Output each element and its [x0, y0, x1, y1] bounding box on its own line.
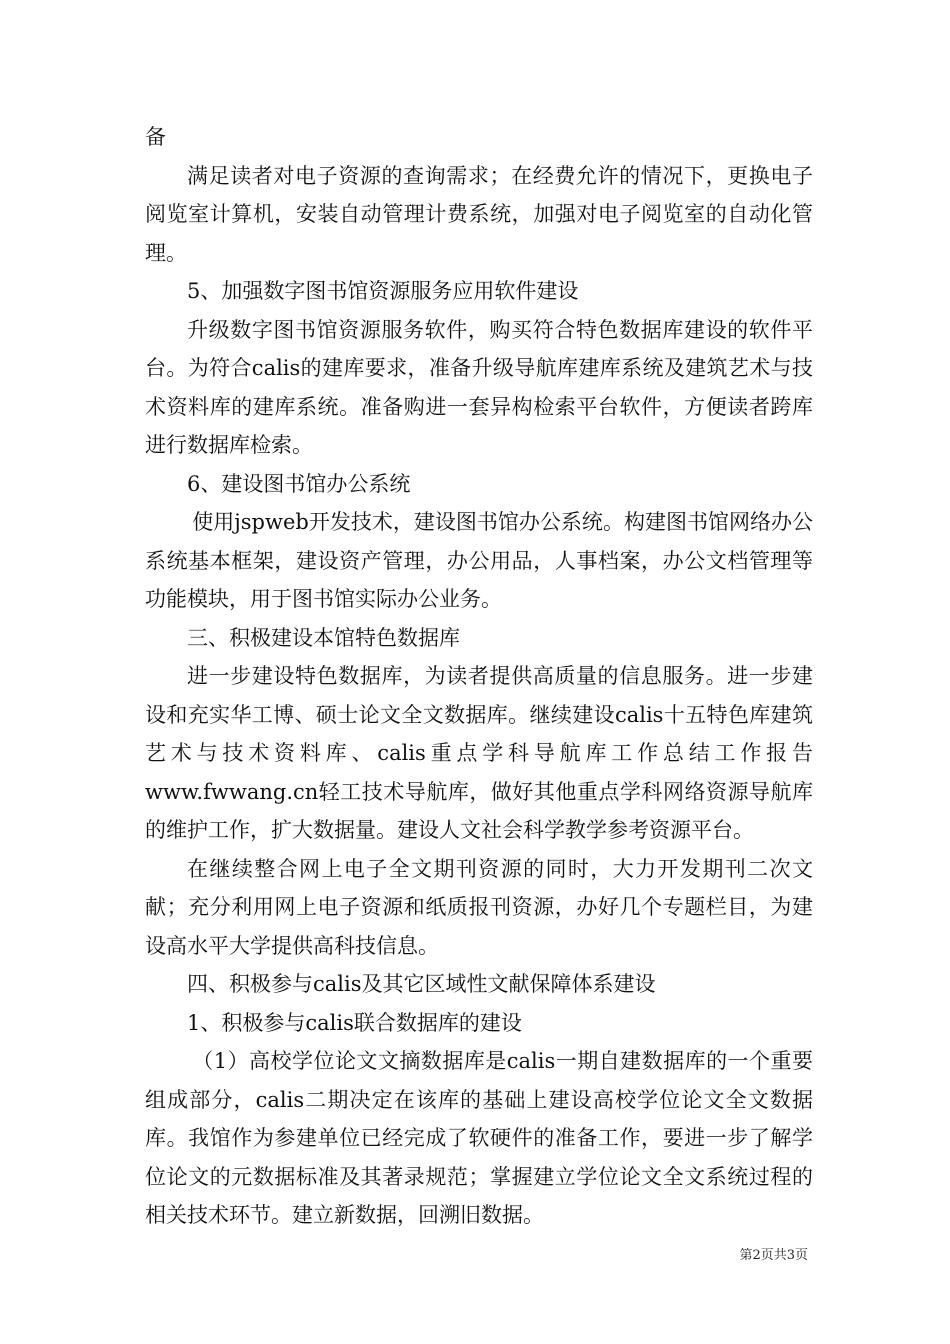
- paragraph-reader-needs: 满足读者对电子资源的查询需求；在经费允许的情况下，更换电子阅览室计算机，安装自动管理计费系统，加强对电子阅览室的自动化管理。: [145, 163, 813, 265]
- paragraph-office-system: 使用jspweb开发技术，建设图书馆办公系统。构建图书馆网络办公系统基本框架，建设资产管理，办公用品，人事档案，办公文档管理等功能模块，用于图书馆实际办公业务。: [145, 510, 813, 611]
- paragraph-special-database: 进一步建设特色数据库，为读者提供高质量的信息服务。进一步建设和充实华工博、硕士论文全文数据库。继续建设calis十五特色库建筑艺术与技术资料库、calis重点学科导航库工作总结工作报告www.fwwang.cn轻工技术导航库，做好其他重点学科网络资源导航库的维护工作，扩大数据量。建设人文社会科学教学参考资源平台。: [145, 664, 813, 842]
- heading-office-system: 6、建设图书馆办公系统: [187, 471, 411, 496]
- paragraph-continuation: 备: [145, 125, 166, 149]
- document-body: [145, 118, 813, 1235]
- heading-calis-union-database: 1、积极参与calis联合数据库的建设: [187, 1010, 522, 1035]
- paragraph-thesis-database: （1）高校学位论文文摘数据库是calis一期自建数据库的一个重要组成部分，calis二期决定在该库的基础上建设高校学位论文全文数据库。我馆作为参建单位已经完成了软硬件的准备工作，要进一步了解学位论文的元数据标准及其著录规范；掌握建立学位论文全文系统过程的相关技术环节。建立新数据，回溯旧数据。: [145, 1049, 813, 1227]
- page-number: 第2页共3页: [739, 1248, 808, 1263]
- heading-special-database: 三、积极建设本馆特色数据库: [187, 625, 460, 650]
- paragraph-journal-resources: 在继续整合网上电子全文期刊资源的同时，大力开发期刊二次文献；充分利用网上电子资源和纸质报刊资源，办好几个专题栏目，为建设高水平大学提供高科技信息。: [145, 856, 813, 958]
- heading-calis-participation: 四、积极参与calis及其它区域性文献保障体系建设: [187, 972, 656, 996]
- heading-software-construction: 5、加强数字图书馆资源服务应用软件建设: [187, 279, 579, 303]
- paragraph-software-upgrade: 升级数字图书馆资源服务软件，购买符合特色数据库建设的软件平台。为符合calis的建库要求，准备升级导航库建库系统及建筑艺术与技术资料库的建库系统。准备购进一套异构检索平台软件，方便读者跨库进行数据库检索。: [145, 317, 813, 457]
